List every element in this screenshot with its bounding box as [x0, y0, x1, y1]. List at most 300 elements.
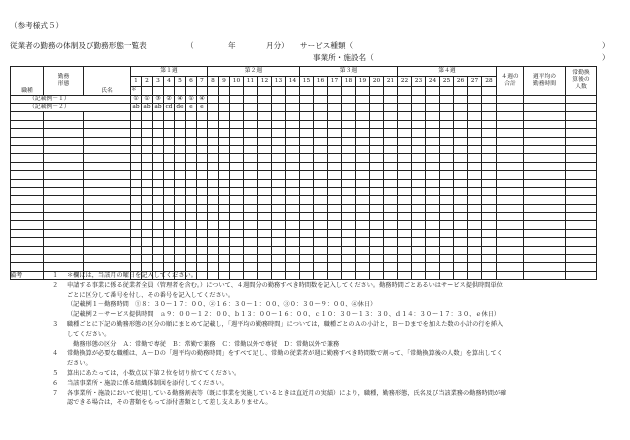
- table-cell: [412, 154, 426, 162]
- table-cell: [219, 229, 230, 237]
- example-2-cell: ab: [154, 104, 162, 111]
- table-cell: [342, 229, 356, 237]
- table-cell: [314, 246, 328, 254]
- table-cell: [370, 221, 384, 229]
- table-cell: [524, 137, 566, 145]
- table-cell: [84, 171, 131, 179]
- day-cell: 19: [356, 77, 370, 87]
- table-cell: [566, 129, 597, 137]
- table-cell: [454, 129, 468, 137]
- table-cell: [84, 129, 131, 137]
- table-cell: [342, 129, 356, 137]
- facility-name-label: 事業所・施設名（: [313, 53, 374, 62]
- table-cell: [314, 137, 328, 145]
- table-cell: [131, 120, 142, 128]
- table-cell: [186, 179, 197, 187]
- table-cell: [244, 238, 258, 246]
- table-cell: [566, 213, 597, 221]
- table-cell: [328, 246, 342, 254]
- table-cell: [230, 238, 244, 246]
- table-cell: [384, 204, 398, 212]
- table-cell: [426, 229, 440, 237]
- note-line: [10, 369, 625, 379]
- table-cell: [426, 154, 440, 162]
- table-cell: [468, 238, 482, 246]
- table-cell: [370, 171, 384, 179]
- table-cell: [398, 120, 412, 128]
- table-cell: [164, 204, 175, 212]
- table-cell: [11, 229, 44, 237]
- day-cell: 24: [426, 77, 440, 87]
- table-cell: [272, 238, 286, 246]
- table-cell: [11, 154, 44, 162]
- table-cell: [524, 255, 566, 263]
- table-cell: [356, 221, 370, 229]
- day-cell: 11: [244, 77, 258, 87]
- table-cell: [153, 129, 164, 137]
- table-cell: [497, 129, 524, 137]
- table-cell: [164, 229, 175, 237]
- table-cell: [440, 137, 454, 145]
- table-cell: [208, 162, 219, 170]
- table-cell: [524, 238, 566, 246]
- table-cell: [208, 137, 219, 145]
- table-cell: [44, 204, 84, 212]
- note-number: １: [52, 272, 59, 279]
- table-cell: [314, 145, 328, 153]
- note-line: [10, 389, 625, 399]
- table-cell: [44, 112, 84, 120]
- table-cell: [328, 145, 342, 153]
- table-cell: [412, 179, 426, 187]
- table-cell: [11, 137, 44, 145]
- table-cell: [482, 154, 497, 162]
- table-cell: [272, 255, 286, 263]
- table-cell: [300, 154, 314, 162]
- table-cell: [497, 213, 524, 221]
- table-cell: [426, 196, 440, 204]
- table-row: [11, 145, 597, 153]
- table-cell: [11, 238, 44, 246]
- example-2-cell: e: [186, 103, 197, 111]
- example-1-cell: ④: [197, 95, 208, 103]
- table-cell: [468, 255, 482, 263]
- table-cell: [142, 187, 153, 195]
- table-cell: [342, 162, 356, 170]
- header-row-weeks: [11, 67, 597, 77]
- table-cell: [208, 187, 219, 195]
- table-cell: [440, 213, 454, 221]
- table-cell: [84, 145, 131, 153]
- table-cell: [230, 246, 244, 254]
- table-cell: [230, 255, 244, 263]
- table-cell: [186, 229, 197, 237]
- table-cell: [258, 229, 272, 237]
- table-cell: [153, 154, 164, 162]
- form-reference: （参考様式５）: [10, 21, 64, 30]
- table-cell: [468, 145, 482, 153]
- table-cell: [175, 246, 186, 254]
- table-cell: [300, 162, 314, 170]
- table-cell: [258, 120, 272, 128]
- table-cell: [244, 112, 258, 120]
- table-cell: [370, 238, 384, 246]
- table-cell: [208, 179, 219, 187]
- table-cell: [244, 187, 258, 195]
- table-cell: [244, 204, 258, 212]
- table-cell: [384, 162, 398, 170]
- table-cell: [197, 137, 208, 145]
- example-row-2: [11, 103, 597, 111]
- table-cell: [219, 204, 230, 212]
- table-cell: [208, 255, 219, 263]
- table-cell: [258, 196, 272, 204]
- table-cell: [286, 162, 300, 170]
- table-cell: [164, 238, 175, 246]
- table-cell: [497, 154, 524, 162]
- table-cell: [384, 221, 398, 229]
- table-cell: [219, 112, 230, 120]
- table-cell: [356, 229, 370, 237]
- table-cell: [142, 213, 153, 221]
- table-cell: [286, 187, 300, 195]
- table-cell: [44, 187, 84, 195]
- table-cell: [44, 154, 84, 162]
- table-cell: [186, 162, 197, 170]
- table-cell: [258, 154, 272, 162]
- table-cell: [11, 213, 44, 221]
- table-cell: [300, 255, 314, 263]
- table-cell: [164, 112, 175, 120]
- table-cell: [175, 196, 186, 204]
- table-cell: [44, 179, 84, 187]
- table-cell: [342, 171, 356, 179]
- table-cell: [208, 221, 219, 229]
- table-cell: [153, 255, 164, 263]
- table-cell: [314, 213, 328, 221]
- table-row: [11, 129, 597, 137]
- table-cell: [426, 120, 440, 128]
- table-cell: [497, 204, 524, 212]
- table-cell: [426, 213, 440, 221]
- table-cell: [286, 129, 300, 137]
- table-cell: [454, 120, 468, 128]
- table-cell: [356, 179, 370, 187]
- table-cell: [84, 120, 131, 128]
- table-cell: [230, 137, 244, 145]
- table-cell: [482, 255, 497, 263]
- day-cell: 3: [153, 77, 164, 87]
- table-cell: [328, 221, 342, 229]
- table-cell: [426, 129, 440, 137]
- table-cell: [208, 120, 219, 128]
- note-text: ＊欄には，当該月の曜日を記入してください。: [67, 272, 197, 279]
- day-cell: 16: [314, 77, 328, 87]
- table-cell: [412, 145, 426, 153]
- table-row: [11, 213, 597, 221]
- table-cell: [497, 145, 524, 153]
- day-cell: 23: [412, 77, 426, 87]
- table-cell: [412, 187, 426, 195]
- table-cell: [497, 120, 524, 128]
- table-cell: [244, 229, 258, 237]
- note-number: ７: [52, 389, 59, 397]
- table-cell: [286, 154, 300, 162]
- table-cell: [497, 221, 524, 229]
- day-cell: 1: [131, 77, 142, 87]
- table-cell: [412, 196, 426, 204]
- example-1-cell: ①: [131, 95, 142, 103]
- table-cell: [197, 255, 208, 263]
- table-cell: [142, 129, 153, 137]
- table-cell: [208, 145, 219, 153]
- table-cell: [328, 154, 342, 162]
- table-cell: [208, 196, 219, 204]
- table-cell: [186, 137, 197, 145]
- table-cell: [398, 221, 412, 229]
- table-cell: [142, 120, 153, 128]
- note-number: ４: [52, 350, 59, 358]
- table-cell: [164, 145, 175, 153]
- table-cell: [384, 213, 398, 221]
- table-cell: [300, 238, 314, 246]
- table-cell: [300, 187, 314, 195]
- table-cell: [230, 171, 244, 179]
- table-cell: [286, 137, 300, 145]
- day-cell: 26: [454, 77, 468, 87]
- table-cell: [153, 196, 164, 204]
- table-cell: [153, 179, 164, 187]
- table-cell: [426, 162, 440, 170]
- table-cell: [384, 179, 398, 187]
- table-cell: [164, 137, 175, 145]
- table-cell: [44, 137, 84, 145]
- note-text: してください。: [67, 330, 111, 338]
- table-cell: [440, 179, 454, 187]
- table-cell: [566, 162, 597, 170]
- table-cell: [131, 145, 142, 153]
- table-cell: [454, 246, 468, 254]
- table-cell: [44, 129, 84, 137]
- table-cell: [524, 213, 566, 221]
- table-cell: [175, 171, 186, 179]
- note-text: 算出にあたっては，小数点以下第２位を切り捨ててください。: [67, 369, 241, 377]
- table-cell: [566, 171, 597, 179]
- table-cell: [272, 171, 286, 179]
- table-cell: [482, 221, 497, 229]
- table-cell: [426, 145, 440, 153]
- table-cell: [84, 246, 131, 254]
- note-line: [10, 291, 625, 301]
- table-cell: [440, 171, 454, 179]
- table-cell: [230, 204, 244, 212]
- table-cell: [142, 204, 153, 212]
- table-cell: [164, 171, 175, 179]
- table-cell: [398, 246, 412, 254]
- example-1-cell: ①: [142, 95, 153, 103]
- table-cell: [44, 255, 84, 263]
- table-cell: [197, 246, 208, 254]
- table-row: [11, 162, 597, 170]
- note-text: 職種ごとに下記の勤務形態の区分の順にまとめて記載し，「週平均の勤務時間」については，職種ごとのＡの小計と，Ｂ～Ｄまでを加えた数の小計の行を挿入: [67, 320, 504, 328]
- table-cell: [272, 196, 286, 204]
- table-cell: [314, 129, 328, 137]
- table-cell: [426, 112, 440, 120]
- table-cell: [342, 145, 356, 153]
- table-cell: [398, 129, 412, 137]
- table-cell: [84, 213, 131, 221]
- table-cell: [230, 196, 244, 204]
- table-cell: [131, 246, 142, 254]
- table-cell: [153, 162, 164, 170]
- table-cell: [286, 255, 300, 263]
- table-cell: [153, 238, 164, 246]
- note-text: 勤務形態の区分 Ａ：常勤で専従 Ｂ：常勤で兼務 Ｃ：常勤以外で専従 Ｄ：常勤以外で兼務: [67, 340, 340, 348]
- note-text: 申請する事業に係る従業者全員（管理者を含む。）について、４週間分の勤務すべき時間数を記入してください。勤務時間ごとあるいはサービス提供時間単位: [67, 281, 503, 289]
- table-cell: [566, 204, 597, 212]
- table-cell: [454, 204, 468, 212]
- example-1-cell: ③: [153, 95, 164, 103]
- table-cell: [186, 145, 197, 153]
- table-cell: [142, 162, 153, 170]
- table-cell: [370, 179, 384, 187]
- table-cell: [454, 187, 468, 195]
- facility-name-close: ）: [602, 53, 610, 62]
- table-cell: [566, 137, 597, 145]
- table-cell: [219, 154, 230, 162]
- table-cell: [11, 187, 44, 195]
- table-cell: [84, 162, 131, 170]
- paren-open: （: [186, 41, 194, 50]
- table-cell: [328, 129, 342, 137]
- table-cell: [197, 196, 208, 204]
- table-cell: [272, 162, 286, 170]
- table-cell: [258, 255, 272, 263]
- table-cell: [468, 196, 482, 204]
- week-3-header: 第３週: [300, 67, 398, 77]
- table-cell: [566, 221, 597, 229]
- example-1-label: （記載例－１）: [11, 95, 131, 103]
- day-cell: 9: [219, 77, 230, 87]
- table-cell: [208, 204, 219, 212]
- table-cell: [131, 196, 142, 204]
- table-cell: [398, 179, 412, 187]
- table-cell: [44, 171, 84, 179]
- table-cell: [384, 129, 398, 137]
- table-cell: [468, 204, 482, 212]
- table-cell: [219, 246, 230, 254]
- table-cell: [328, 213, 342, 221]
- table-cell: [197, 179, 208, 187]
- table-cell: [258, 129, 272, 137]
- note-line: [10, 349, 625, 359]
- day-cell: 6: [186, 77, 197, 87]
- table-cell: [356, 154, 370, 162]
- table-cell: [524, 179, 566, 187]
- table-cell: [384, 137, 398, 145]
- table-cell: [398, 187, 412, 195]
- table-cell: [244, 154, 258, 162]
- table-cell: [440, 129, 454, 137]
- table-cell: [300, 246, 314, 254]
- table-cell: [314, 112, 328, 120]
- day-cell: 21: [384, 77, 398, 87]
- table-cell: [314, 229, 328, 237]
- table-cell: [258, 179, 272, 187]
- table-cell: [197, 129, 208, 137]
- col-weekly-average: 週平均の 勤務時間: [524, 67, 566, 96]
- table-cell: [164, 162, 175, 170]
- table-cell: [11, 129, 44, 137]
- table-cell: [482, 213, 497, 221]
- table-cell: [524, 171, 566, 179]
- table-cell: [454, 238, 468, 246]
- table-cell: [164, 129, 175, 137]
- table-cell: [142, 229, 153, 237]
- table-cell: [468, 229, 482, 237]
- table-cell: [566, 196, 597, 204]
- table-cell: [258, 246, 272, 254]
- table-cell: [398, 204, 412, 212]
- note-line: [10, 271, 625, 281]
- table-cell: [398, 145, 412, 153]
- day-cell: 28: [482, 77, 497, 87]
- table-cell: [230, 213, 244, 221]
- table-cell: [482, 229, 497, 237]
- table-cell: [314, 179, 328, 187]
- note-line: [10, 330, 625, 340]
- table-cell: [412, 120, 426, 128]
- table-cell: [328, 162, 342, 170]
- table-cell: [370, 229, 384, 237]
- table-cell: [370, 154, 384, 162]
- note-line: [10, 281, 625, 291]
- table-cell: [454, 213, 468, 221]
- table-cell: [84, 221, 131, 229]
- table-cell: [84, 196, 131, 204]
- table-cell: [314, 238, 328, 246]
- table-cell: [131, 162, 142, 170]
- col-kinmu-keitai: 勤務 形態: [44, 67, 84, 96]
- table-cell: [426, 221, 440, 229]
- table-cell: [175, 120, 186, 128]
- table-cell: [244, 213, 258, 221]
- table-cell: [258, 145, 272, 153]
- table-cell: [454, 221, 468, 229]
- table-cell: [272, 179, 286, 187]
- table-cell: [454, 112, 468, 120]
- table-cell: [44, 162, 84, 170]
- table-cell: [186, 238, 197, 246]
- table-cell: [153, 204, 164, 212]
- table-cell: [131, 255, 142, 263]
- table-cell: [482, 129, 497, 137]
- day-cell: 20: [370, 77, 384, 87]
- service-type-close: ）: [602, 41, 610, 50]
- note-line: [10, 359, 625, 369]
- table-cell: [370, 213, 384, 221]
- table-cell: [384, 112, 398, 120]
- table-cell: [328, 187, 342, 195]
- table-cell: [524, 129, 566, 137]
- table-row: [11, 246, 597, 254]
- table-cell: [342, 154, 356, 162]
- table-cell: [175, 112, 186, 120]
- note-number: ２: [52, 281, 59, 289]
- table-cell: [175, 145, 186, 153]
- table-cell: [468, 112, 482, 120]
- table-cell: [208, 246, 219, 254]
